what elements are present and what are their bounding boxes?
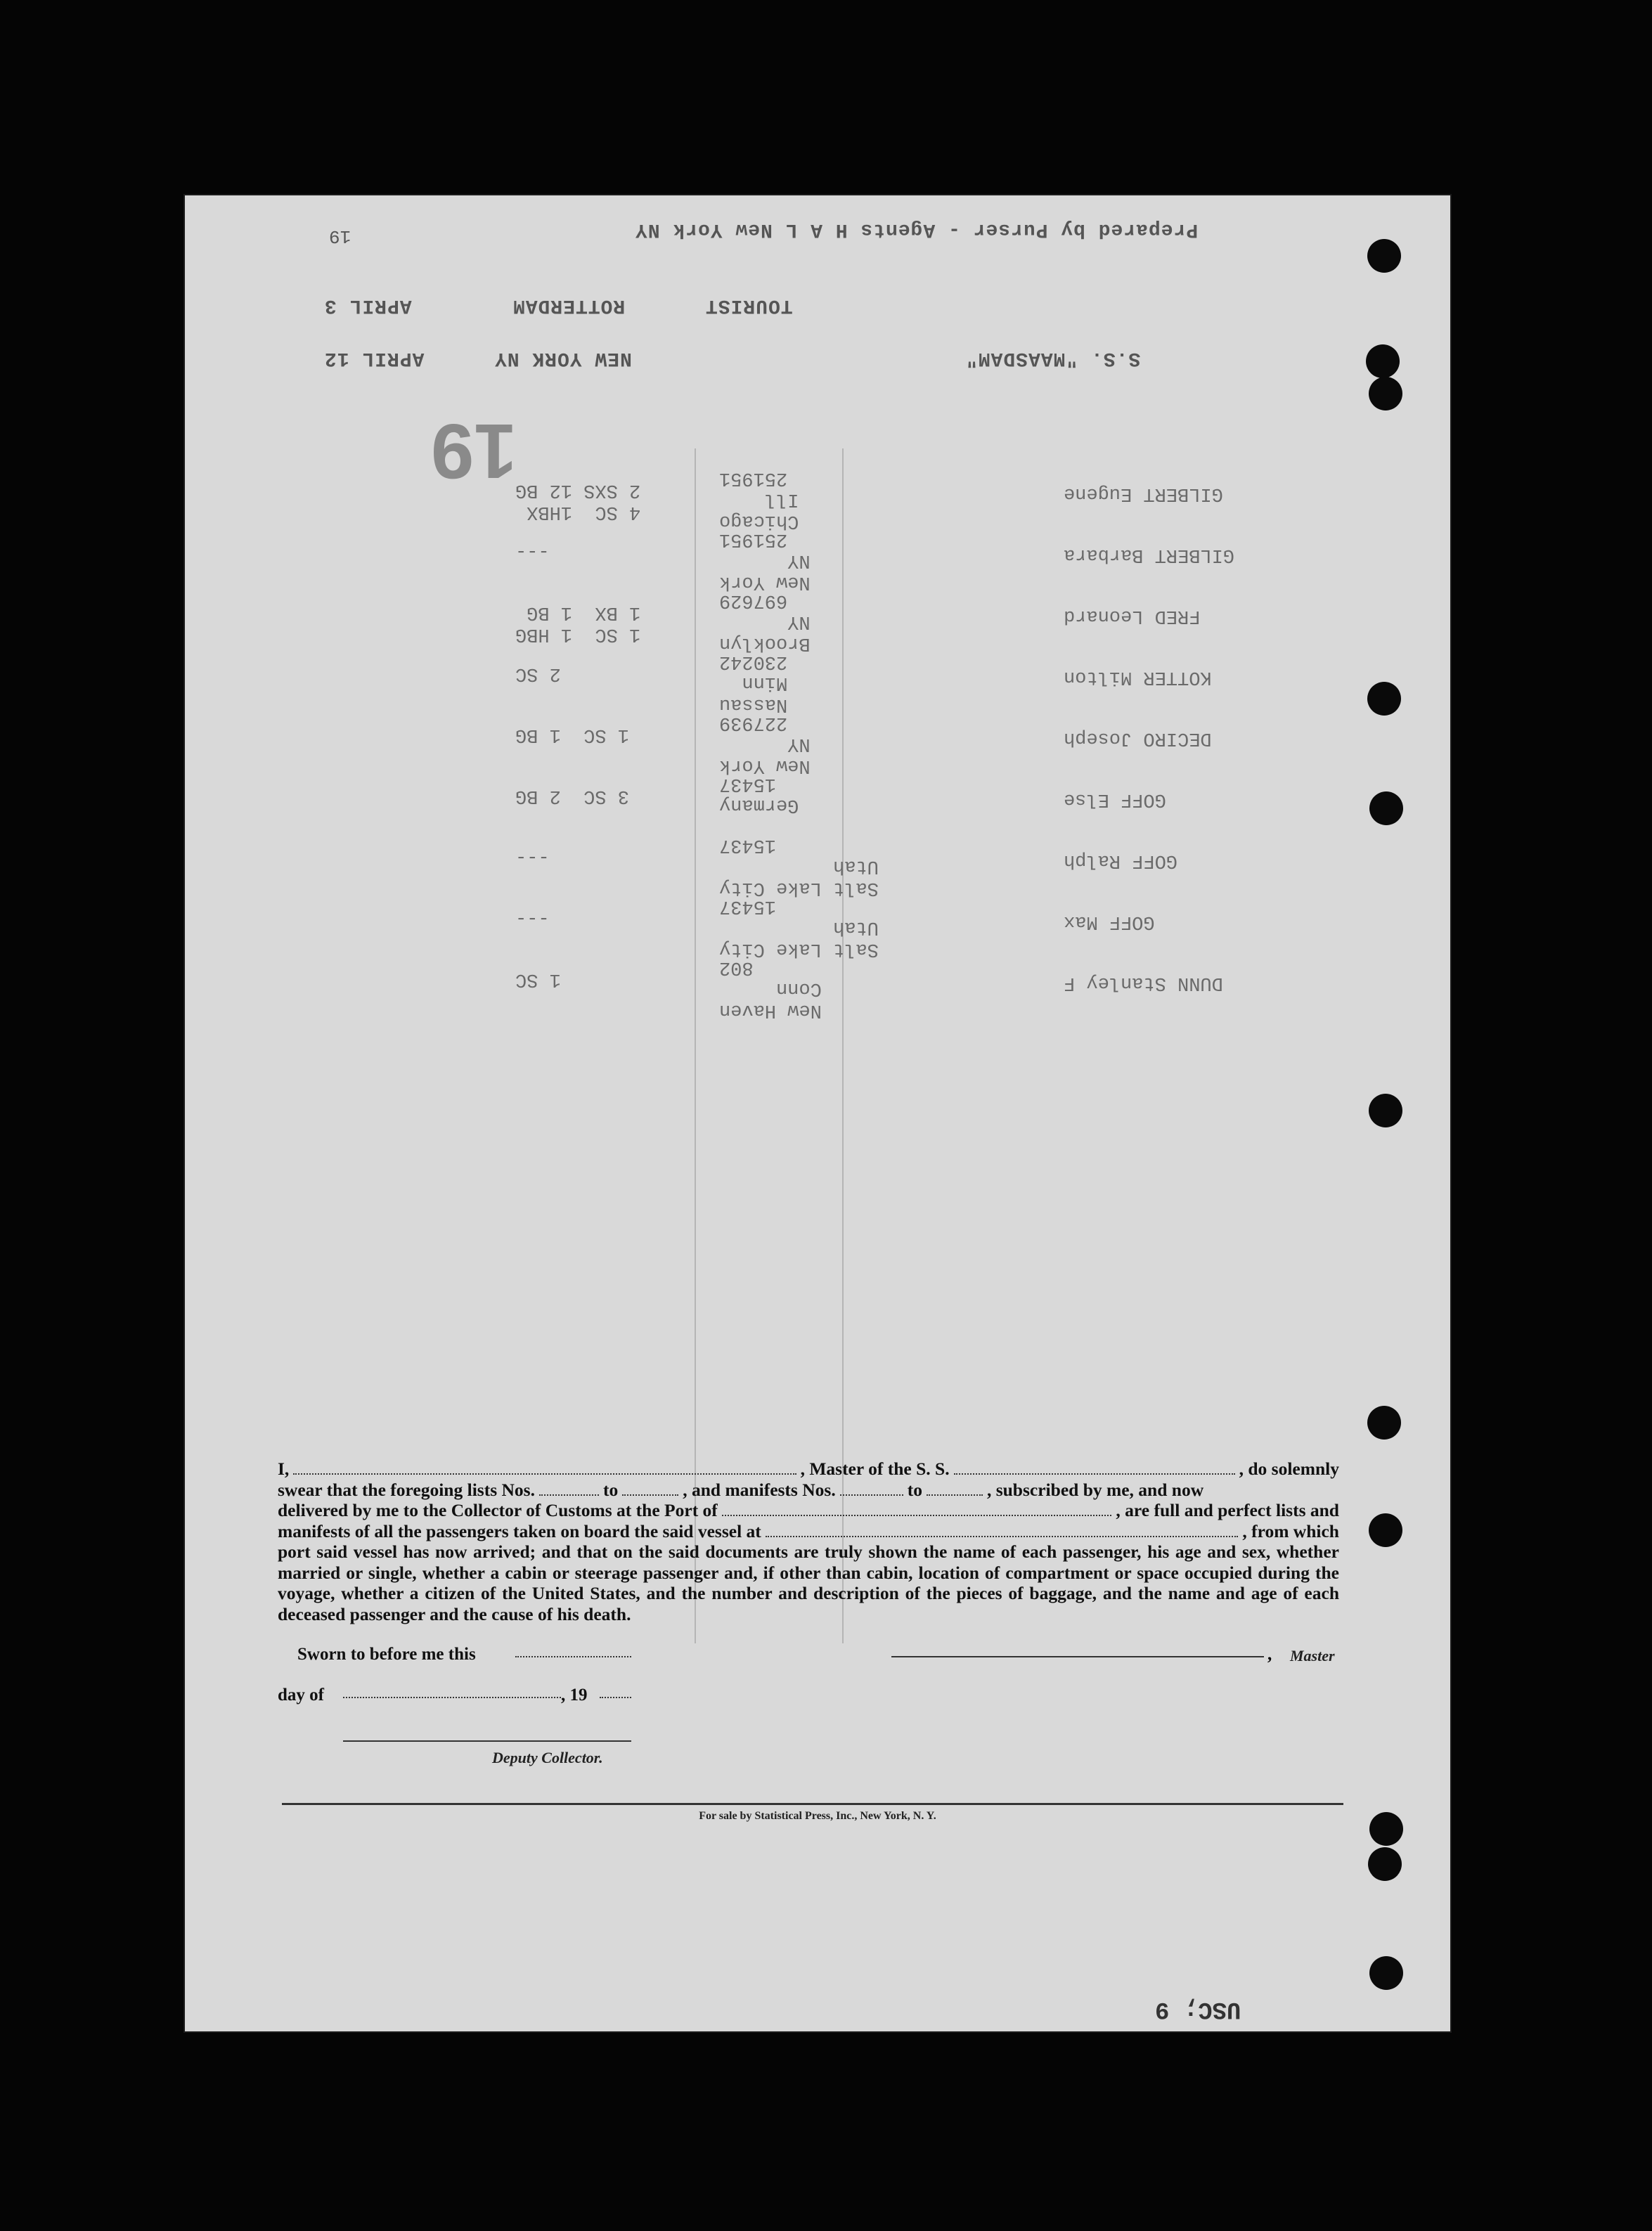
oath-full: , are full and perfect lists and: [1116, 1500, 1339, 1520]
sailing-date: APRIL 3: [324, 295, 412, 317]
passenger-name: GOFF Else: [1064, 789, 1166, 810]
passenger-number: 15437: [719, 895, 777, 917]
oath-to-2: to: [907, 1479, 922, 1500]
passenger-number: 697629: [719, 590, 788, 612]
oath-body: port said vessel has now arrived; and that on the said documents are truly shown the name of each passenger, his age and sex, whether married or single, whether a cabin or steerage passenger and, if other than cabin, location of compartment or space occupied during the voyage, whether a citizen of the United States, and the number and description of the pieces of baggage, and the name and age of each deceased passenger and the cause of his death.: [278, 1541, 1339, 1624]
footer-rule: [282, 1803, 1343, 1805]
passenger-name: KOTTER Milton: [1064, 666, 1212, 688]
day-of-label: day of: [278, 1686, 324, 1705]
punch-hole: [1367, 1406, 1401, 1440]
passenger-name: DUNN Stanley F: [1064, 972, 1223, 994]
punch-hole: [1369, 1812, 1403, 1846]
ship-field[interactable]: [954, 1462, 1235, 1475]
list-to-field[interactable]: [622, 1483, 678, 1496]
deputy-signature-field[interactable]: [343, 1740, 631, 1742]
sailing-from: ROTTERDAM: [512, 295, 626, 317]
sworn-date-field[interactable]: [515, 1656, 631, 1657]
manifest-to-field[interactable]: [927, 1483, 983, 1496]
manifest-page: Prepared by Purser - Agents H A L New York NY 19 19 APRIL 3 ROTTERDAM TOURIST APRIL 12 NEW YORK NY S.S. "MAASDAM" GILBERT Eugene 251951 Chicago Ill 4 SC 1HBX 2 SXS 12 BG GILBERT Barbara 251951 New York NY --- FRED Leonard 697629 Brooklyn NY 1 SC 1 HBG 1 BX 1 BG KOTTER Milton 230242 Nassau Minn 2 SC DECIRO Joseph 227939 New York NY 1 SC 1 BG GOFF Else 15437 Germany 3 SC 2 BG GOFF Ralph 15437 Salt Lake City Utah --- GOFF Max 15437 Salt Lake City Utah --- DUNN Stanley F 802 New Haven Conn 1 SC I, , Master of the S. S. , do solemnly swear that the foregoing lists Nos. to , and manifests Nos. to , subscribed by me, and now delivered by me to the Collector of Customs at the Port of , are full and perfect lists and manifests of all the passengers taken on board the said vessel at , from which port said vessel has now arrived; and that on the said documents are truly shown the name of each passenger, his age and sex, whether married or single, whether a cabin or steerage passenger and, if other than cabin, location of compartment or space occupied during the voyage, whether a citizen of the United States, and the number and description of the pieces of baggage, and the name and age of each deceased passenger and the cause of his death. Sworn to before me this , Master day of , 19 Deputy Collector. For sale by Statistical Press, Inc., New York, N. Y. USC; 9: [185, 195, 1450, 2031]
passenger-baggage: 2 SC: [515, 663, 561, 685]
sheet-number: 19: [329, 225, 351, 247]
list-from-field[interactable]: [539, 1483, 599, 1496]
travel-class: TOURIST: [705, 295, 793, 317]
passenger-baggage: 3 SC 2 BG: [515, 785, 630, 807]
master-label: Master: [1290, 1647, 1335, 1664]
deputy-collector-label: Deputy Collector.: [492, 1749, 603, 1766]
passenger-number: 251951: [719, 467, 788, 489]
purser-line: Prepared by Purser - Agents H A L New York NY: [635, 219, 1199, 241]
oath-ss: , Master of the S. S.: [800, 1459, 950, 1479]
passenger-residence: Chicago Ill: [719, 489, 799, 532]
passenger-residence: Salt Lake City Utah: [719, 917, 879, 960]
passenger-number: 802: [719, 957, 754, 978]
punch-hole: [1367, 682, 1401, 716]
big-sheet-number: 19: [431, 408, 517, 494]
punch-hole: [1366, 344, 1400, 378]
passenger-number: 230242: [719, 651, 788, 673]
passenger-residence: New York NY: [719, 733, 811, 777]
punch-hole: [1369, 1513, 1402, 1547]
passenger-baggage: ---: [515, 541, 550, 562]
punch-hole: [1369, 1094, 1402, 1127]
oath-manifests-all: manifests of all the passengers taken on board the said vessel at: [278, 1520, 761, 1541]
passenger-residence: Nassau Minn: [719, 672, 788, 716]
departure-port-field[interactable]: [766, 1525, 1239, 1537]
oath-manifests: , and manifests Nos.: [683, 1479, 836, 1500]
passenger-residence: New Haven Conn: [719, 978, 822, 1021]
passenger-name: GILBERT Eugene: [1064, 483, 1223, 505]
passenger-number: 227939: [719, 712, 788, 734]
sworn-label: Sworn to before me this: [297, 1645, 476, 1664]
oath-lists: swear that the foregoing lists Nos.: [278, 1479, 535, 1500]
passenger-residence: Brooklyn NY: [719, 611, 811, 654]
punch-hole: [1369, 1956, 1403, 1990]
punch-hole: [1367, 239, 1401, 273]
passenger-name: DECIRO Joseph: [1064, 728, 1212, 749]
day-field[interactable]: [343, 1697, 561, 1698]
oath-port: delivered by me to the Collector of Customs at the Port of: [278, 1500, 718, 1520]
archive-stamp: USC; 9: [1155, 1996, 1241, 2023]
passenger-name: GOFF Ralph: [1064, 850, 1178, 872]
publisher-footer: For sale by Statistical Press, Inc., New York, N. Y.: [699, 1810, 936, 1822]
punch-hole: [1369, 377, 1402, 410]
passenger-number: 15437: [719, 773, 777, 795]
oath-from-which: , from which: [1242, 1520, 1339, 1541]
passenger-number: 251951: [719, 529, 788, 550]
passenger-residence: Germany: [719, 794, 799, 816]
year-label: , 19: [561, 1686, 588, 1705]
passenger-residence: New York NY: [719, 550, 811, 593]
master-signature-field[interactable]: [891, 1656, 1264, 1657]
master-oath: [278, 1459, 1339, 1624]
passenger-baggage: ---: [515, 907, 550, 929]
passenger-residence: Salt Lake City Utah: [719, 855, 879, 899]
passenger-baggage: 1 SC 1 BG: [515, 724, 630, 746]
oath-i: I,: [278, 1459, 290, 1479]
punch-hole: [1369, 791, 1403, 825]
port-field[interactable]: [722, 1504, 1112, 1516]
oath-to-1: to: [602, 1479, 619, 1500]
arrival-date: APRIL 12: [324, 347, 425, 370]
passenger-name: GOFF Max: [1064, 911, 1155, 933]
oath-solemnly: , do solemnly: [1239, 1459, 1339, 1479]
ship-name: S.S. "MAASDAM": [965, 347, 1141, 370]
master-name-field[interactable]: [293, 1462, 796, 1475]
passenger-name: GILBERT Barbara: [1064, 544, 1235, 566]
passenger-baggage: ---: [515, 846, 550, 868]
passenger-name: FRED Leonard: [1064, 605, 1201, 627]
arrival-port: NEW YORK NY: [494, 347, 632, 370]
passenger-baggage: 1 SC 1 HBG 1 BX 1 BG: [515, 602, 641, 645]
oath-subscribed: , subscribed by me, and now: [986, 1479, 1204, 1500]
year-field[interactable]: [600, 1697, 631, 1698]
manifest-from-field[interactable]: [840, 1483, 903, 1496]
passenger-baggage: 4 SC 1HBX 2 SXS 12 BG: [515, 479, 641, 523]
punch-hole: [1368, 1847, 1402, 1881]
passenger-baggage: 1 SC: [515, 969, 561, 990]
passenger-number: 15437: [719, 834, 777, 856]
